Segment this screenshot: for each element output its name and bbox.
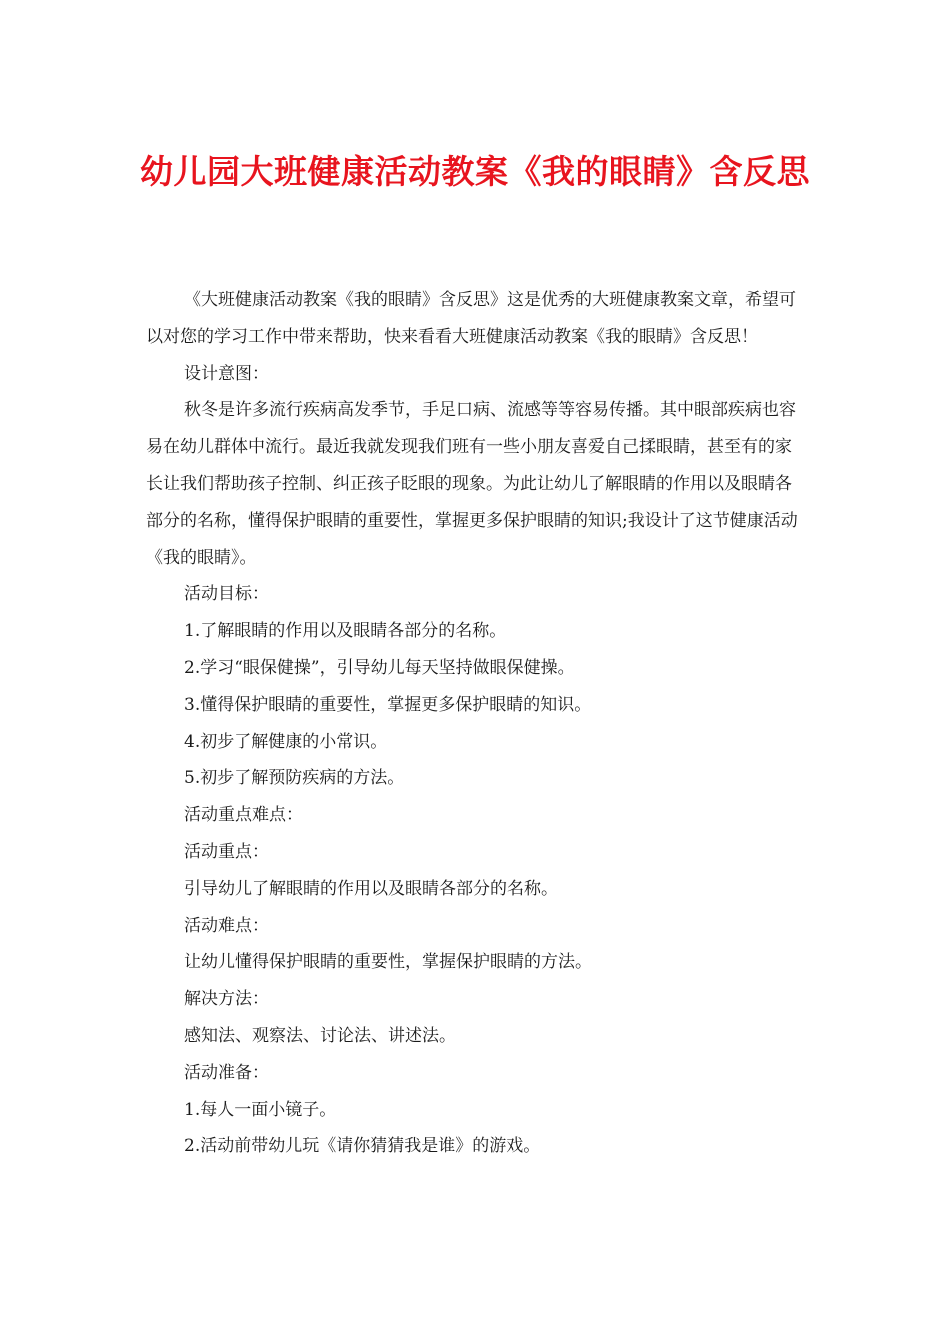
intro-paragraph: 《大班健康活动教案《我的眼睛》含反思》这是优秀的大班健康教案文章，希望可以对您的学习工作中带来帮助，快来看看大班健康活动教案《我的眼睛》含反思！ <box>146 290 796 347</box>
objective-item: 2.学习“眼保健操”，引导幼儿每天坚持做眼保健操。 <box>184 657 575 678</box>
section-heading-key-difficult-points: 活动重点难点： <box>184 805 303 826</box>
objective-item: 1.了解眼睛的作用以及眼睛各部分的名称。 <box>184 621 507 642</box>
preparation-item: 1.每人一面小镜子。 <box>184 1099 337 1120</box>
section-heading-preparation: 活动准备： <box>184 1062 269 1083</box>
section-heading-key-points: 活动重点： <box>184 841 269 862</box>
objective-item: 3.懂得保护眼睛的重要性，掌握更多保护眼睛的知识。 <box>184 694 592 715</box>
document-title: 幼儿园大班健康活动教案《我的眼睛》含反思 <box>140 152 810 191</box>
preparation-item: 2.活动前带幼儿玩《请你猜猜我是谁》的游戏。 <box>184 1136 541 1157</box>
document-body <box>146 282 806 1165</box>
section-heading-objectives: 活动目标： <box>184 584 269 605</box>
objective-item: 4.初步了解健康的小常识。 <box>184 731 388 752</box>
objective-item: 5.初步了解预防疾病的方法。 <box>184 768 405 789</box>
methods-text: 感知法、观察法、讨论法、讲述法。 <box>184 1025 456 1046</box>
section-heading-difficult-points: 活动难点： <box>184 915 269 936</box>
section-heading-methods: 解决方法： <box>184 989 269 1010</box>
design-intent-paragraph: 秋冬是许多流行疾病高发季节，手足口病、流感等等容易传播。其中眼部疾病也容易在幼儿群体中流行。最近我就发现我们班有一些小朋友喜爱自己揉眼睛，甚至有的家长让我们帮助孩子控制、纠正孩子眨眼的现象。为此让幼儿了解眼睛的作用以及眼睛各部分的名称，懂得保护眼睛的重要性，掌握更多保护眼睛的知识;我设计了这节健康活动《我的眼睛》。 <box>146 400 798 568</box>
section-heading-design-intent: 设计意图： <box>184 363 269 384</box>
key-points-text: 引导幼儿了解眼睛的作用以及眼睛各部分的名称。 <box>184 878 558 899</box>
difficult-points-text: 让幼儿懂得保护眼睛的重要性，掌握保护眼睛的方法。 <box>184 952 592 973</box>
